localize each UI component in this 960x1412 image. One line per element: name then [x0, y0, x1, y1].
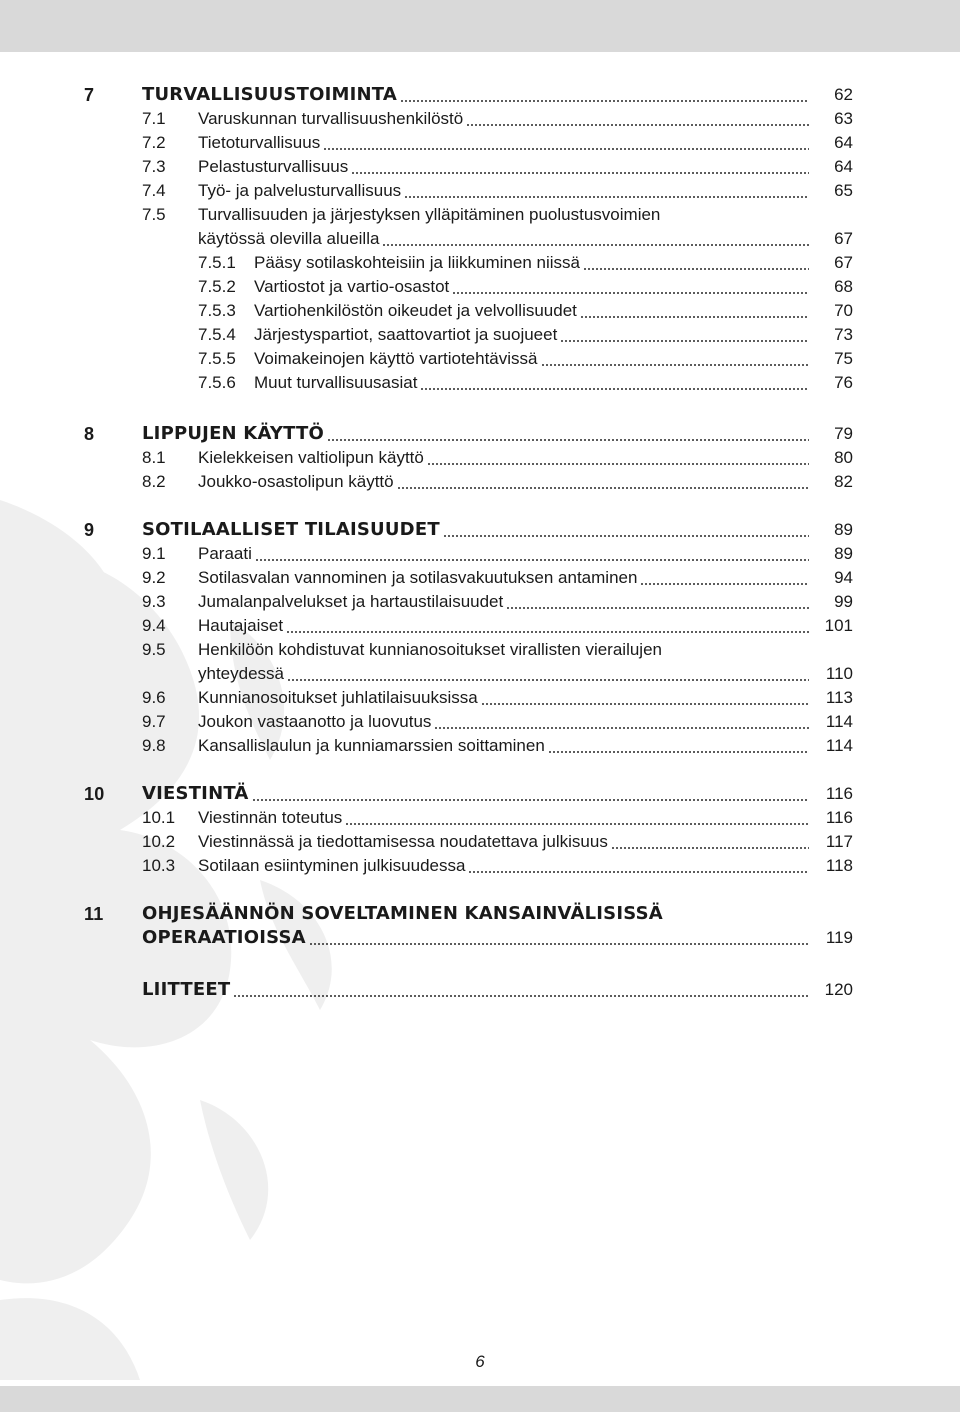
toc-entry-number: 7.5.2	[198, 277, 236, 296]
toc-entry[interactable]	[0, 590, 960, 614]
toc-entry-page: 80	[834, 448, 853, 467]
toc-entry-number: 10.1	[142, 808, 176, 827]
toc-entry[interactable]	[0, 179, 960, 203]
toc-entry-page: 62	[834, 85, 853, 104]
toc-entry-page: 89	[834, 520, 853, 539]
toc-entry[interactable]	[0, 203, 960, 227]
toc-entry[interactable]	[0, 978, 960, 1002]
toc-entry[interactable]	[0, 470, 960, 494]
toc-entry-number: 11	[84, 904, 104, 924]
toc-entry-page: 113	[825, 688, 853, 707]
toc-leader-dots	[580, 316, 809, 318]
toc-entry[interactable]	[0, 830, 960, 854]
toc-entry-title: yhteydessä	[198, 664, 284, 683]
toc-entry[interactable]	[0, 710, 960, 734]
toc-leader-dots	[443, 535, 809, 537]
toc-entry-title: Kunnianosoitukset juhlatilaisuuksissa	[198, 688, 478, 707]
toc-leader-dots	[611, 847, 809, 849]
toc-leader-dots	[397, 487, 809, 489]
toc-entry-number: 9.6	[142, 688, 166, 707]
toc-entry-number: 9.4	[142, 616, 166, 635]
toc-entry-title: Voimakeinojen käyttö vartiotehtävissä	[254, 349, 538, 368]
toc-entry-number: 9.1	[142, 544, 166, 563]
toc-entry-number: 7.5.4	[198, 325, 236, 344]
toc-entry-page: 110	[825, 664, 853, 683]
toc-entry-title: Järjestyspartiot, saattovartiot ja suojueet	[254, 325, 558, 344]
toc-entry[interactable]	[0, 854, 960, 878]
toc-leader-dots	[327, 439, 809, 441]
toc-entry-page: 63	[834, 109, 853, 128]
toc-leader-dots	[382, 244, 809, 246]
toc-leader-dots	[452, 292, 809, 294]
toc-entry-number: 7.2	[142, 133, 166, 152]
toc-entry-title: TURVALLISUUSTOIMINTA	[142, 84, 397, 105]
toc-entry[interactable]	[0, 614, 960, 638]
toc-entry-page: 101	[824, 616, 853, 635]
toc-entry[interactable]	[0, 323, 960, 347]
toc-leader-dots	[345, 823, 809, 825]
toc-entry-page: 99	[834, 592, 853, 611]
toc-leader-dots	[286, 631, 809, 633]
toc-leader-dots	[233, 995, 809, 997]
toc-entry-title: Vartiohenkilöstön oikeudet ja velvollisuudet	[254, 301, 577, 320]
toc-entry-page: 70	[834, 301, 853, 320]
toc-entry-title: OHJESÄÄNNÖN SOVELTAMINEN KANSAINVÄLISISSÄ	[142, 903, 663, 924]
toc-entry-title: Sotilaan esiintyminen julkisuudessa	[198, 856, 466, 875]
toc-entry[interactable]	[0, 662, 960, 686]
toc-leader-dots	[466, 124, 809, 126]
toc-entry-page: 64	[834, 133, 853, 152]
toc-entry-page: 75	[834, 349, 853, 368]
toc-leader-dots	[404, 196, 809, 198]
toc-leader-dots	[351, 172, 809, 174]
toc-entry-title: Vartiostot ja vartio-osastot	[254, 277, 450, 296]
toc-entry-number: 7.5.6	[198, 373, 236, 392]
toc-entry[interactable]	[0, 686, 960, 710]
toc-entry[interactable]	[0, 371, 960, 395]
toc-entry-title: SOTILAALLISET TILAISUUDET	[142, 519, 440, 540]
toc-entry-page: 116	[825, 808, 853, 827]
toc-leader-dots	[255, 559, 809, 561]
toc-entry-title: Hautajaiset	[198, 616, 284, 635]
toc-entry-title: Muut turvallisuusasiat	[254, 373, 418, 392]
toc-entry[interactable]	[0, 782, 960, 806]
toc-entry[interactable]	[0, 299, 960, 323]
toc-entry-title: Turvallisuuden ja järjestyksen ylläpitäminen puolustusvoimien	[198, 205, 661, 224]
toc-entry-title: Viestinnän toteutus	[198, 808, 343, 827]
toc-entry[interactable]	[0, 227, 960, 251]
toc-entry-page: 73	[834, 325, 853, 344]
toc-entry[interactable]	[0, 275, 960, 299]
toc-entry-number: 8.1	[142, 448, 166, 467]
toc-entry-title: Kansallislaulun ja kunniamarssien soittaminen	[198, 736, 545, 755]
toc-leader-dots	[323, 148, 809, 150]
toc-leader-dots	[420, 388, 809, 390]
toc-entry[interactable]	[0, 902, 960, 926]
toc-entry-title: Joukon vastaanotto ja luovutus	[198, 712, 432, 731]
toc-entry[interactable]	[0, 422, 960, 446]
toc-leader-dots	[427, 463, 809, 465]
toc-entry-number: 9.3	[142, 592, 166, 611]
toc-entry-title: Paraati	[198, 544, 252, 563]
toc-entry-title: LIPPUJEN KÄYTTÖ	[142, 423, 324, 444]
toc-entry-page: 89	[834, 544, 853, 563]
toc-entry-page: 65	[834, 181, 853, 200]
toc-entry-number: 10	[84, 784, 105, 804]
toc-entry-number: 7.3	[142, 157, 166, 176]
toc-leader-dots	[481, 703, 809, 705]
toc-entry-title: Jumalanpalvelukset ja hartaustilaisuudet	[198, 592, 504, 611]
top-band	[0, 0, 960, 52]
toc-entry-title: Sotilasvalan vannominen ja sotilasvakuutuksen antaminen	[198, 568, 638, 587]
toc-entry-title: Pelastusturvallisuus	[198, 157, 349, 176]
toc-entry-title: Pääsy sotilaskohteisiin ja liikkuminen niissä	[254, 253, 580, 272]
toc-entry-page: 117	[825, 832, 853, 851]
toc-entry-page: 94	[834, 568, 853, 587]
toc-entry-page: 76	[834, 373, 853, 392]
toc-entry-title: Työ- ja palvelusturvallisuus	[198, 181, 402, 200]
toc-entry-title: Viestinnässä ja tiedottamisessa noudatettava julkisuus	[198, 832, 608, 851]
toc-entry-page: 114	[825, 712, 853, 731]
toc-leader-dots	[434, 727, 809, 729]
toc-entry-number: 9.5	[142, 640, 166, 659]
toc-entry-number: 7.5.5	[198, 349, 236, 368]
toc-entry-number: 9.7	[142, 712, 166, 731]
toc-entry[interactable]	[0, 83, 960, 107]
toc-entry-title: Varuskunnan turvallisuushenkilöstö	[198, 109, 464, 128]
toc-entry-title: Kielekkeisen valtiolipun käyttö	[198, 448, 424, 467]
toc-entry-page: 114	[825, 736, 853, 755]
toc-leader-dots	[548, 751, 809, 753]
toc-leader-dots	[583, 268, 809, 270]
toc-entry[interactable]	[0, 806, 960, 830]
toc-entry-number: 7.5.1	[198, 253, 236, 272]
toc-entry-title: OPERAATIOISSA	[142, 927, 306, 948]
toc-entry-page: 82	[834, 472, 853, 491]
toc-entry[interactable]	[0, 566, 960, 590]
toc-entry-number: 10.3	[142, 856, 176, 875]
toc-leader-dots	[400, 100, 809, 102]
toc-entry[interactable]	[0, 107, 960, 131]
toc-leader-dots	[309, 943, 809, 945]
toc-entry-number: 8	[84, 424, 95, 444]
toc-entry-number: 8.2	[142, 472, 166, 491]
toc-leader-dots	[252, 799, 809, 801]
toc-entry-number: 7.5.3	[198, 301, 236, 320]
toc-entry-page: 118	[825, 856, 853, 875]
toc-entry-page: 64	[834, 157, 853, 176]
toc-entry-number: 7.4	[142, 181, 166, 200]
toc-entry-number: 10.2	[142, 832, 176, 851]
toc-entry-number: 7.1	[142, 109, 166, 128]
toc-entry-number: 9	[84, 520, 95, 540]
bottom-band	[0, 1386, 960, 1412]
page-number: 6	[475, 1352, 485, 1371]
toc-entry[interactable]	[0, 155, 960, 179]
toc-leader-dots	[287, 679, 809, 681]
toc-entry[interactable]	[0, 446, 960, 470]
toc-entry-page: 120	[824, 980, 853, 999]
toc-entry[interactable]	[0, 251, 960, 275]
toc-entry-title: Henkilöön kohdistuvat kunnianosoitukset virallisten vierailujen	[198, 640, 662, 659]
toc-entry-title: käytössä olevilla alueilla	[198, 229, 380, 248]
toc-entry-number: 7	[84, 85, 95, 105]
toc-entry-number: 9.8	[142, 736, 166, 755]
toc-entry[interactable]	[0, 131, 960, 155]
toc-entry[interactable]	[0, 518, 960, 542]
toc-leader-dots	[640, 583, 809, 585]
toc-entry[interactable]	[0, 734, 960, 758]
toc-leader-dots	[541, 364, 809, 366]
toc-entry-page: 116	[825, 784, 853, 803]
toc-entry-title: VIESTINTÄ	[142, 783, 249, 804]
toc-entry-number: 9.2	[142, 568, 166, 587]
toc-entry-page: 67	[834, 229, 853, 248]
toc-entry[interactable]	[0, 347, 960, 371]
toc-leader-dots	[468, 871, 809, 873]
toc-leader-dots	[560, 340, 809, 342]
toc-entry[interactable]	[0, 638, 960, 662]
toc-leader-dots	[506, 607, 809, 609]
toc-entry-title: LIITTEET	[142, 979, 231, 1000]
toc-entry[interactable]	[0, 926, 960, 950]
toc-entry-page: 67	[834, 253, 853, 272]
toc-entry-title: Joukko-osastolipun käyttö	[198, 472, 394, 491]
toc-entry-page: 68	[834, 277, 853, 296]
toc-entry-page: 119	[825, 928, 853, 947]
toc-entry-title: Tietoturvallisuus	[198, 133, 321, 152]
toc-entry-number: 7.5	[142, 205, 166, 224]
toc-entry[interactable]	[0, 542, 960, 566]
toc-entry-page: 79	[834, 424, 853, 443]
